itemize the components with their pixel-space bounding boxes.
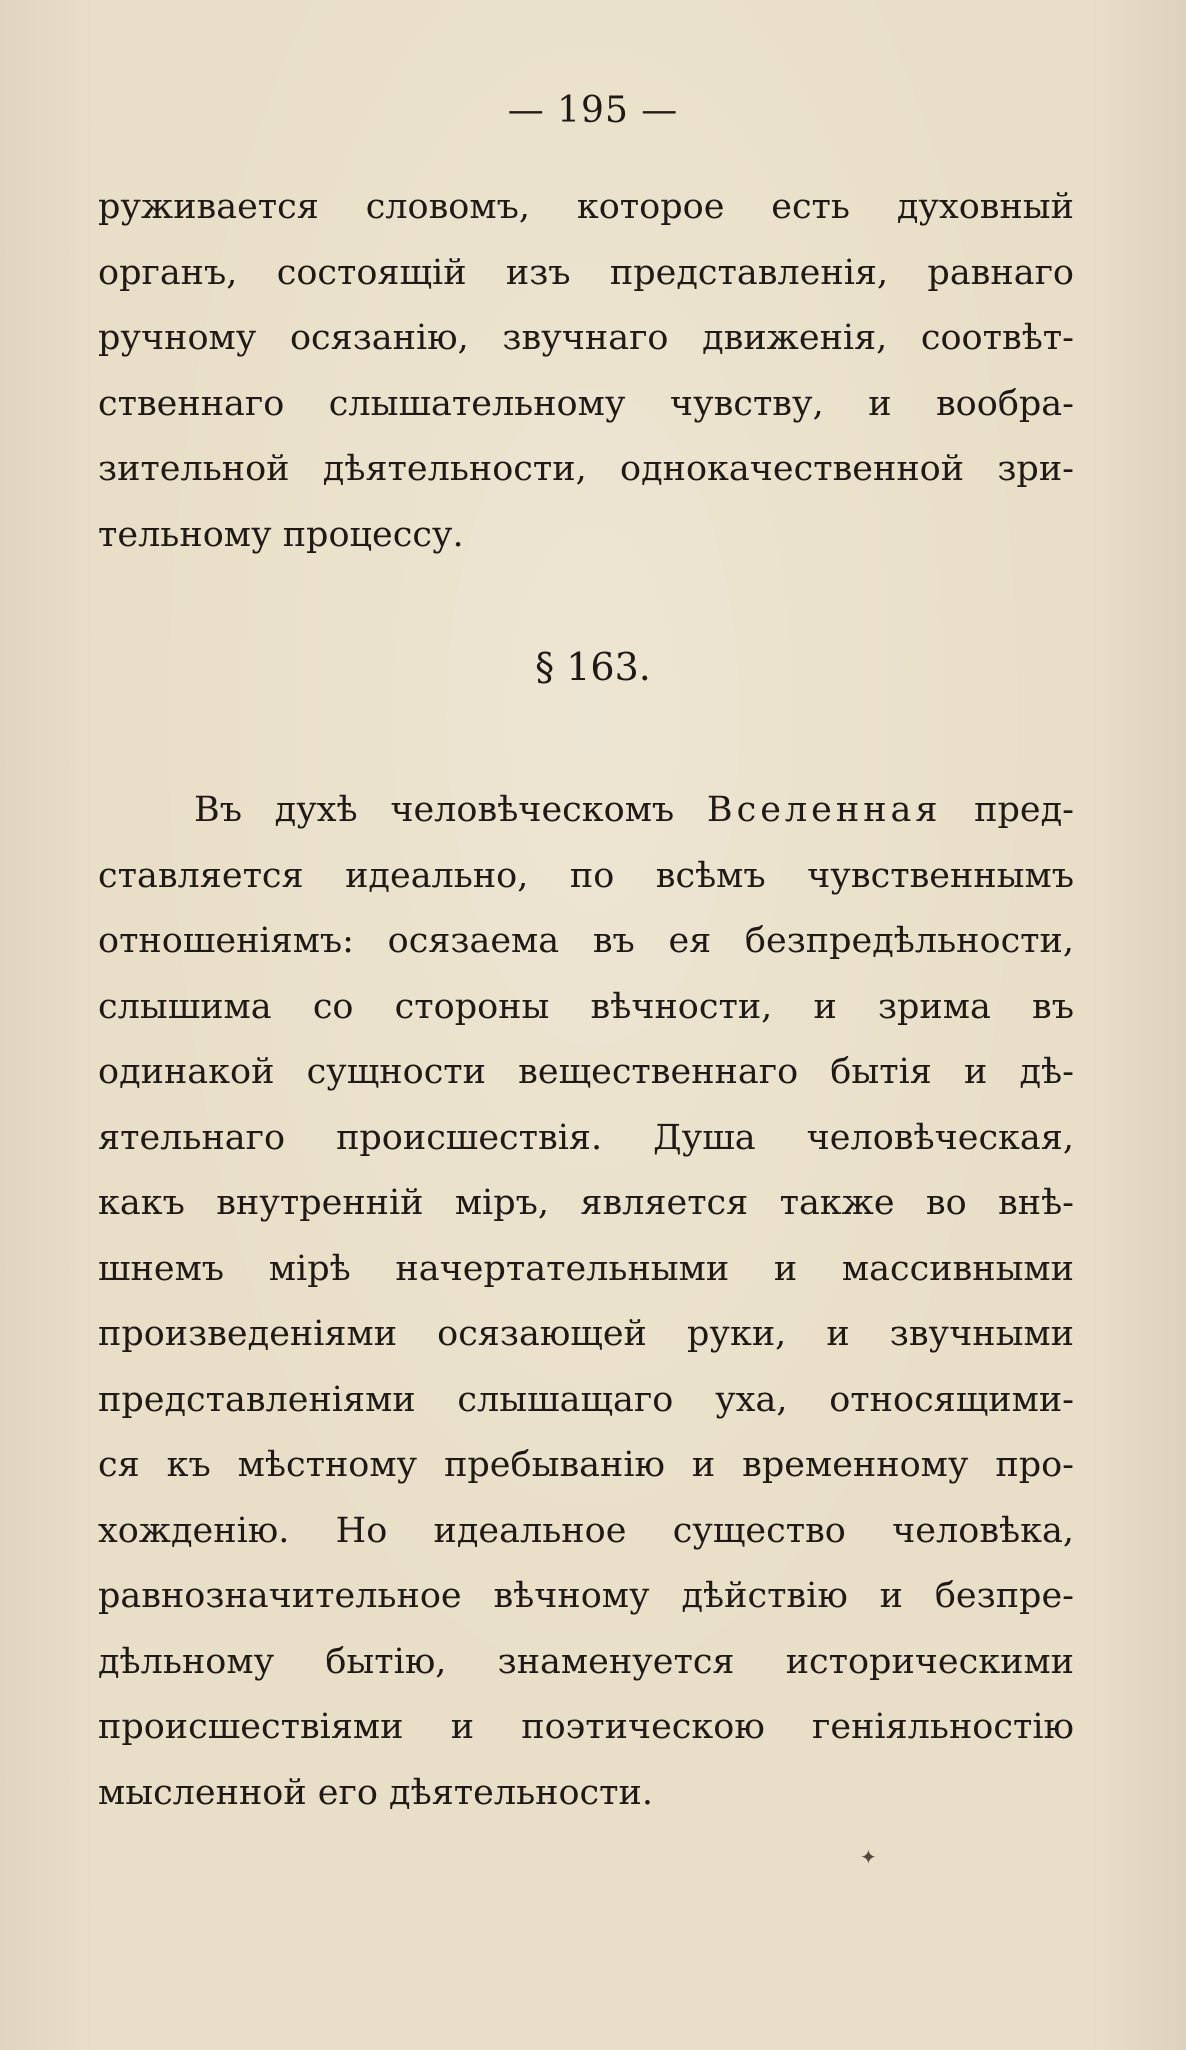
text-line: дѣльному бытію, знаменуется историческими	[98, 1641, 1074, 1682]
paragraph	[98, 778, 1074, 1826]
first-line-suffix: пред-	[974, 790, 1074, 830]
text-line: ся къ мѣстному пребыванію и временному про-	[98, 1445, 1074, 1485]
text-line: ручному осязанію, звучнаго движенія, соотвѣт-	[98, 318, 1074, 358]
text-line: одинакой сущности вещественнаго бытія и дѣ-	[98, 1052, 1074, 1092]
page-number: — 195 —	[507, 90, 679, 131]
text-line: ственнаго слышательному чувству, и вообра-	[98, 383, 1074, 424]
section-heading: § 163.	[535, 645, 651, 689]
text-line: происшествіями и поэтическою геніяльностію	[98, 1707, 1074, 1747]
text-line: тельному процессу.	[98, 514, 464, 555]
text-line: отношеніямъ: осязаема въ ея безпредѣльности,	[98, 921, 1074, 961]
spaced-word: Вселенная	[706, 790, 942, 830]
text-line: ставляется идеально, по всѣмъ чувственнымъ	[98, 855, 1074, 896]
ornament-star: ✦	[860, 1845, 877, 1869]
text-line: какъ внутренній міръ, является также во внѣ-	[98, 1183, 1074, 1223]
text-line: равнозначительное вѣчному дѣйствію и безпре-	[98, 1576, 1074, 1616]
text-line: зительной дѣятельности, однокачественной зри-	[98, 449, 1074, 489]
text-line: мысленной его дѣятельности.	[98, 1772, 653, 1813]
text-line: произведеніями осязающей руки, и звучными	[98, 1314, 1074, 1354]
first-line-prefix: Въ духѣ человѣческомъ	[194, 790, 675, 830]
text-line: ятельнаго происшествія. Душа человѣческая,	[98, 1117, 1074, 1158]
paragraph-continuation	[98, 175, 1074, 568]
text-line: слышима со стороны вѣчности, и зрима въ	[98, 986, 1074, 1027]
text-line: руживается словомъ, которое есть духовный	[98, 187, 1074, 227]
text-line: шнемъ мірѣ начертательными и массивными	[98, 1248, 1074, 1289]
text-line: представленіями слышащаго уха, относящими-	[98, 1379, 1074, 1420]
text-line: хожденію. Но идеальное существо человѣка,	[98, 1510, 1074, 1551]
text-line: органъ, состоящій изъ представленія, равнаго	[98, 252, 1074, 293]
first-text-line	[98, 778, 1074, 844]
